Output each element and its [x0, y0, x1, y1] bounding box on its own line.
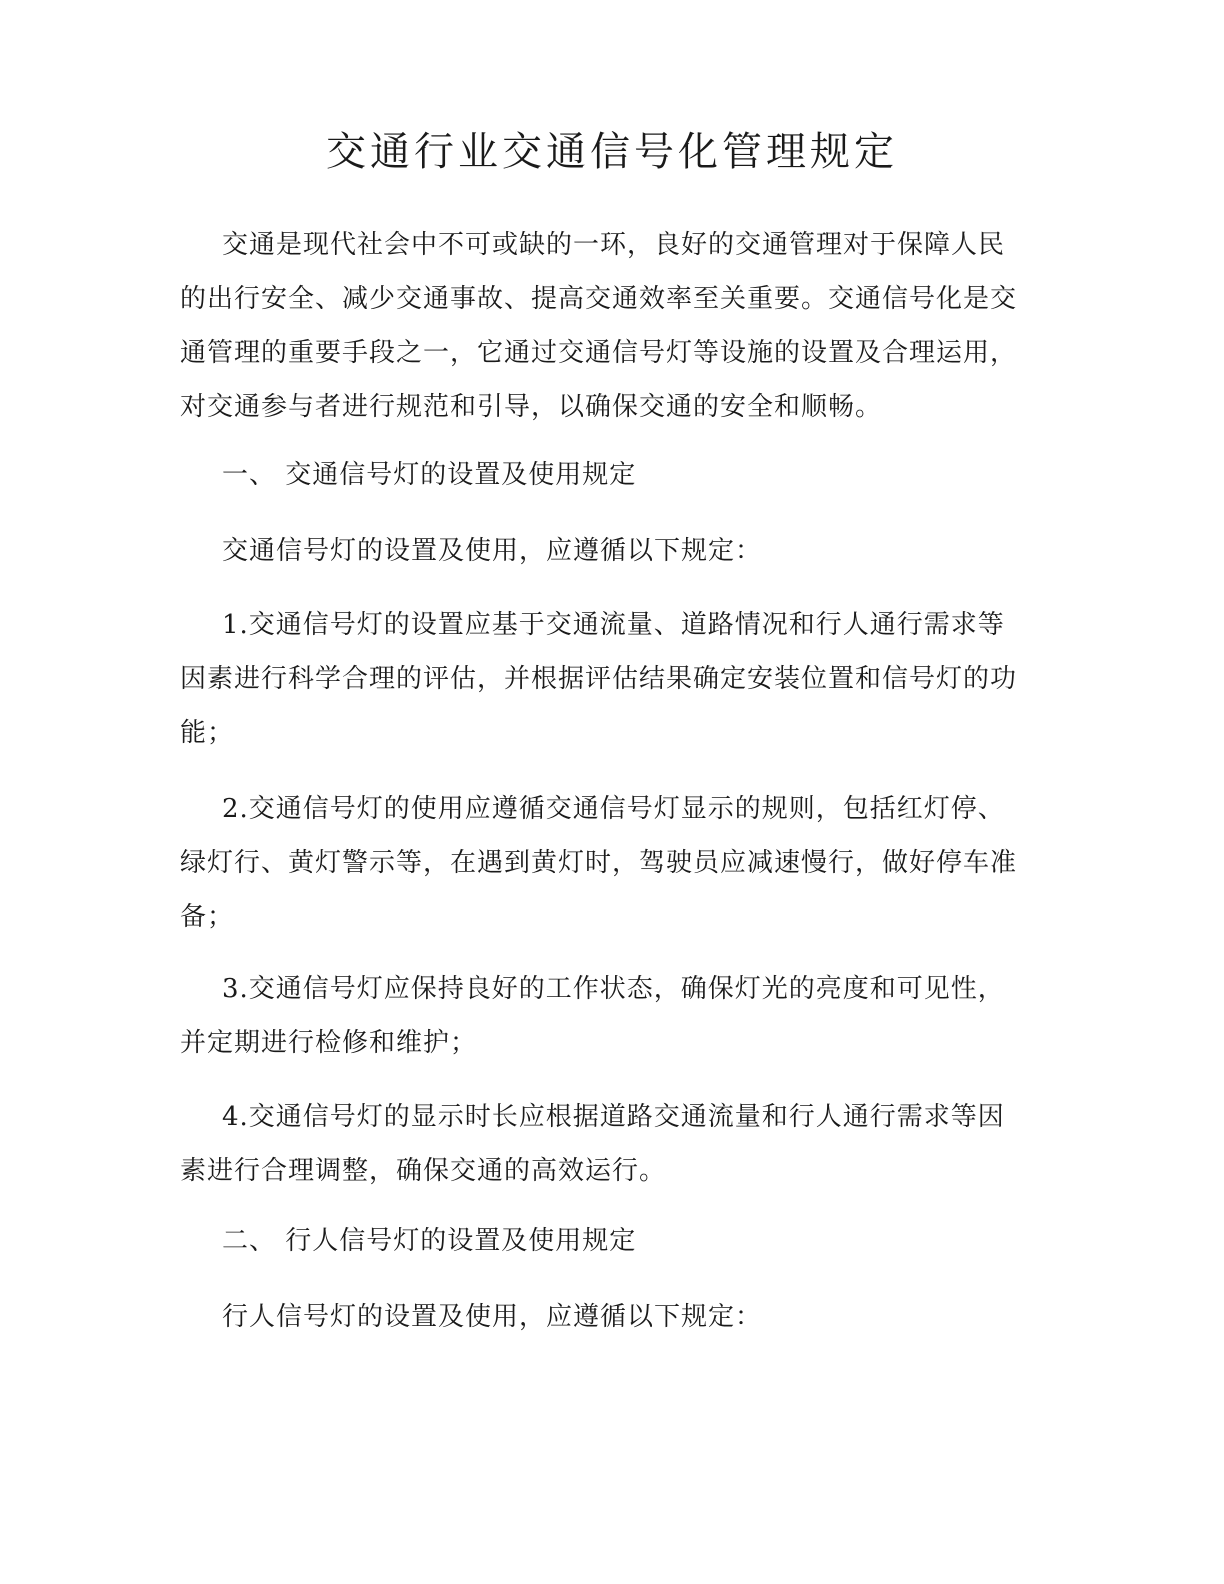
section-2-heading-block — [180, 1214, 1030, 1268]
list-item: 1.交通信号灯的设置应基于交通流量、道路情况和行人通行需求等因素进行科学合理的评估，并根据评估结果确定安装位置和信号灯的功能； — [180, 610, 1018, 748]
section-1-heading: 一、 交通信号灯的设置及使用规定 — [222, 460, 637, 490]
section-2-lead: 行人信号灯的设置及使用，应遵循以下规定： — [222, 1302, 763, 1332]
section-1-item-3-block — [180, 962, 1030, 1070]
list-item: 4.交通信号灯的显示时长应根据道路交通流量和行人通行需求等因素进行合理调整，确保交通的高效运行。 — [180, 1102, 1005, 1186]
list-item: 2.交通信号灯的使用应遵循交通信号灯显示的规则，包括红灯停、绿灯行、黄灯警示等，在遇到黄灯时，驾驶员应减速慢行，做好停车准备； — [180, 794, 1018, 932]
document-title: 交通行业交通信号化管理规定 — [326, 129, 898, 175]
intro-paragraph-block — [180, 218, 1030, 434]
section-1-heading-block — [180, 448, 1030, 502]
section-1-lead-block — [180, 524, 1030, 578]
section-1-item-4-block — [180, 1090, 1030, 1198]
section-1-lead: 交通信号灯的设置及使用，应遵循以下规定： — [222, 536, 763, 566]
list-item: 3.交通信号灯应保持良好的工作状态，确保灯光的亮度和可见性，并定期进行检修和维护； — [180, 974, 1005, 1058]
section-2-heading: 二、 行人信号灯的设置及使用规定 — [222, 1226, 637, 1256]
section-1-item-2-block — [180, 782, 1030, 944]
section-1-item-1-block — [180, 598, 1030, 760]
intro-paragraph: 交通是现代社会中不可或缺的一环，良好的交通管理对于保障人民的出行安全、减少交通事故、提高交通效率至关重要。交通信号化是交通管理的重要手段之一，它通过交通信号灯等设施的设置及合理运用，对交通参与者进行规范和引导，以确保交通的安全和顺畅。 — [180, 230, 1018, 422]
section-2-lead-block — [180, 1290, 1030, 1344]
